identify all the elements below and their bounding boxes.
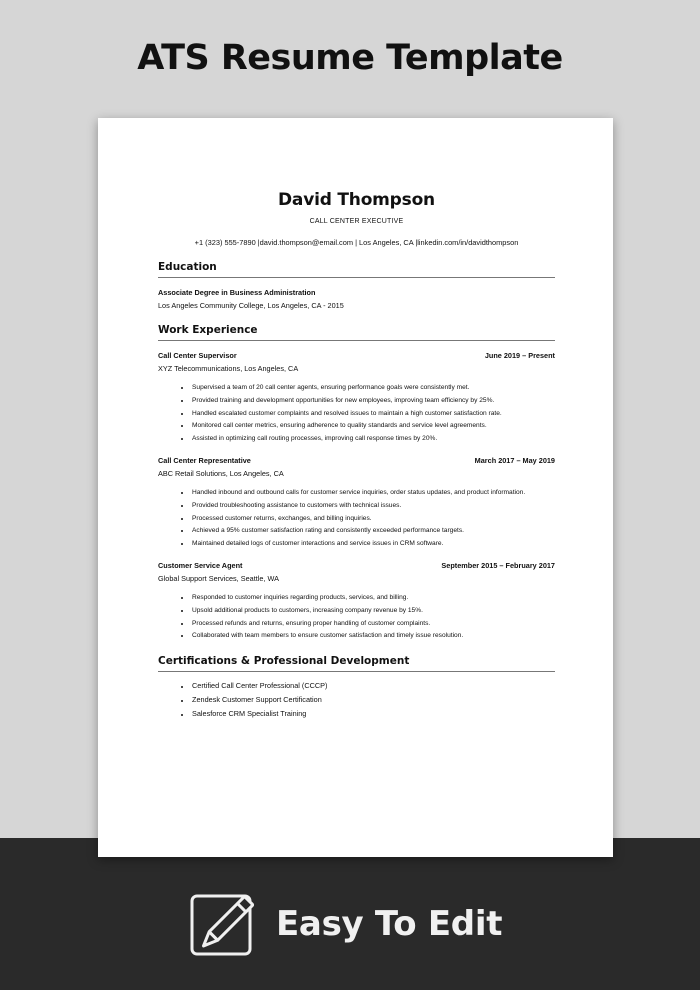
job-bullet: • Processed customer returns, exchanges, and billing inquiries. [191, 513, 555, 526]
resume-role: CALL CENTER EXECUTIVE [309, 218, 404, 225]
job-company: ABC Retail Solutions, Los Angeles, CA [158, 468, 284, 478]
job-bullet: • Processed refunds and returns, ensuring proper handling of customer complaints. [191, 618, 555, 631]
education-degree: Associate Degree in Business Administration [158, 288, 316, 297]
job-bullet: • Upsold additional products to customers, increasing company revenue by 15%. [191, 605, 555, 618]
job-bullet: • Collaborated with team members to ensure customer satisfaction and timely issue resolution. [191, 630, 555, 643]
certifications-list [158, 679, 555, 721]
job-dates: September 2015 – February 2017 [441, 560, 555, 570]
certification-item: • Certified Call Center Professional (CCCP) [191, 679, 555, 693]
education-heading: Education [158, 261, 555, 278]
job-bullet: • Provided training and development opportunities for new employees, improving team efficiency by 25%. [191, 395, 555, 408]
edit-pencil-icon [188, 888, 260, 960]
job-company: Global Support Services, Seattle, WA [158, 573, 279, 583]
certification-item: • Salesforce CRM Specialist Training [191, 707, 555, 721]
certifications-heading: Certifications & Professional Development [158, 655, 555, 672]
job-title: Call Center Representative [158, 455, 251, 465]
job-bullet: • Responded to customer inquiries regarding products, services, and billing. [191, 592, 555, 605]
job-bullet: • Monitored call center metrics, ensuring adherence to quality standards and service level agreements. [191, 420, 555, 433]
job-bullet: • Handled escalated customer complaints and resolved issues to maintain a high customer satisfaction rate. [191, 408, 555, 421]
resume-contact-line: +1 (323) 555-7890 |david.thompson@email.com | Los Angeles, CA |linkedin.com/in/davidthompson [194, 238, 519, 247]
job-bullet-list [158, 592, 555, 643]
easy-to-edit-label: Easy To Edit [276, 904, 503, 944]
easy-to-edit-badge [188, 888, 502, 960]
banner-title: ATS Resume Template [137, 38, 563, 78]
resume-content [158, 190, 555, 721]
job-title: Call Center Supervisor [158, 351, 237, 360]
work-experience-heading: Work Experience [158, 324, 555, 341]
job-company: XYZ Telecommunications, Los Angeles, CA [158, 364, 299, 373]
job-bullet: • Supervised a team of 20 call center agents, ensuring performance goals were consistently met. [191, 382, 555, 395]
job-bullet-list [158, 487, 555, 551]
job-entry [158, 561, 555, 643]
job-bullet: • Handled inbound and outbound calls for customer service inquiries, order status updates, and product information. [191, 487, 555, 500]
job-entry [158, 456, 555, 551]
resume-name: David Thompson [278, 190, 435, 210]
job-bullet: • Achieved a 95% customer satisfaction rating and consistently exceeded performance targets. [191, 525, 555, 538]
job-bullet: • Maintained detailed logs of customer interactions and service issues in CRM software. [191, 538, 555, 551]
job-dates: March 2017 – May 2019 [474, 455, 555, 465]
resume-page [98, 118, 613, 857]
certification-item: • Zendesk Customer Support Certification [191, 693, 555, 707]
job-bullet: • Provided troubleshooting assistance to customers with technical issues. [191, 500, 555, 513]
job-entry [158, 351, 555, 446]
job-bullet: • Assisted in optimizing call routing processes, improving call response times by 20%. [191, 433, 555, 446]
job-dates: June 2019 – Present [484, 351, 555, 360]
job-title: Customer Service Agent [158, 560, 243, 570]
education-school: Los Angeles Community College, Los Angeles, CA - 2015 [158, 301, 344, 310]
job-bullet-list [158, 382, 555, 446]
